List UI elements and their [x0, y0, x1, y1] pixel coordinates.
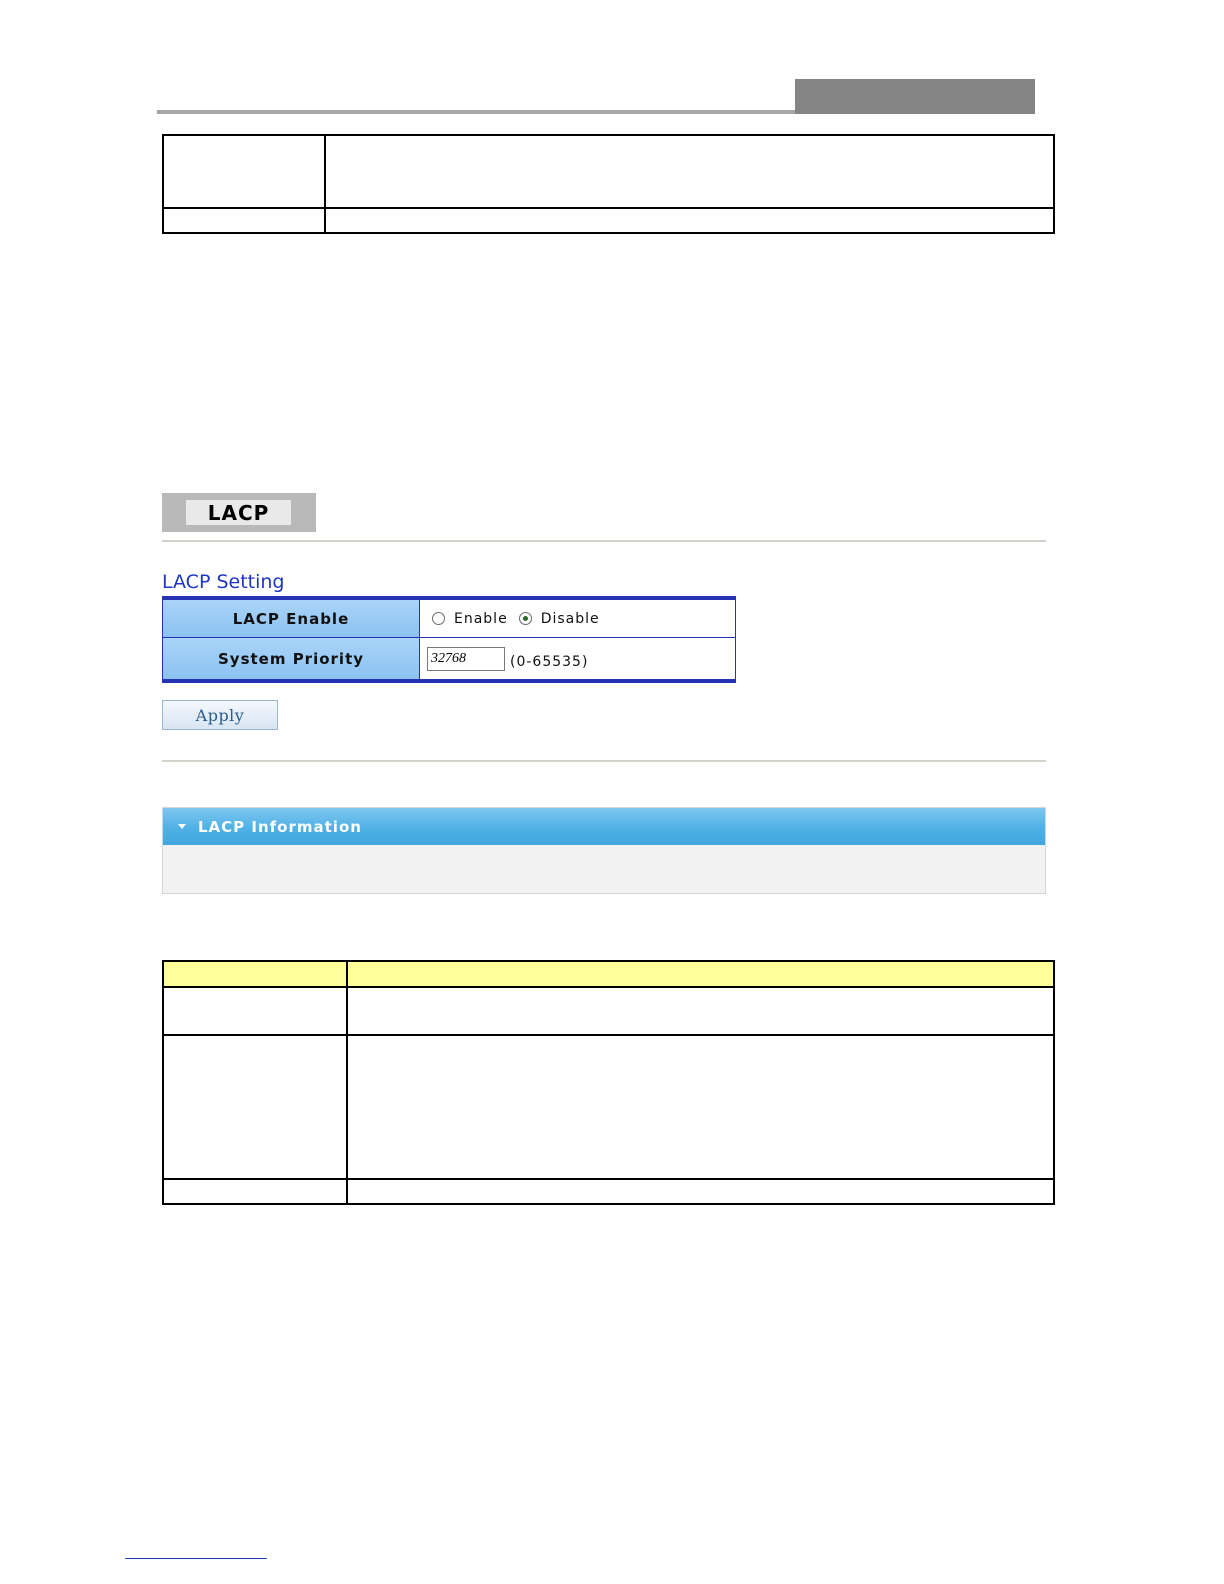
system-priority-row: [163, 638, 735, 679]
table-cell: [163, 987, 347, 1035]
system-priority-input[interactable]: [427, 647, 505, 671]
lacp-tab[interactable]: [162, 493, 316, 532]
table-cell: [163, 135, 325, 208]
separator-top: [162, 540, 1046, 542]
lacp-tab-label: LACP: [186, 500, 291, 525]
table-row: [163, 208, 1054, 233]
table-cell: [347, 1179, 1054, 1204]
enable-radio[interactable]: [432, 612, 445, 625]
header-block: [795, 79, 1035, 114]
lacp-enable-row: [163, 600, 735, 638]
table-cell: [325, 135, 1054, 208]
footer-link[interactable]: [125, 1558, 267, 1559]
lacp-information-panel: [162, 807, 1046, 894]
caret-down-icon: [178, 824, 186, 829]
table-header-cell: [347, 961, 1054, 987]
bottom-description-table: [162, 960, 1055, 1205]
table-cell: [163, 208, 325, 233]
table-cell: [163, 1179, 347, 1204]
system-priority-label: System Priority: [163, 638, 420, 679]
enable-radio-label[interactable]: Enable: [454, 610, 508, 627]
lacp-information-header[interactable]: [163, 808, 1045, 845]
table-row: [163, 135, 1054, 208]
lacp-enable-label: LACP Enable: [163, 600, 420, 637]
top-description-table: [162, 134, 1055, 234]
table-cell: [163, 1035, 347, 1179]
disable-radio[interactable]: [519, 612, 532, 625]
table-row: [163, 987, 1054, 1035]
lacp-setting-title: LACP Setting: [162, 571, 285, 593]
table-header-cell: [163, 961, 347, 987]
system-priority-range: (0-65535): [510, 653, 589, 670]
lacp-enable-value: [421, 600, 735, 637]
lacp-information-title: LACP Information: [198, 817, 362, 836]
lacp-setting-table: [162, 596, 736, 683]
table-cell: [347, 987, 1054, 1035]
table-row: [163, 1035, 1054, 1179]
apply-button[interactable]: Apply: [162, 700, 278, 730]
table-cell: [325, 208, 1054, 233]
system-priority-value: [421, 638, 735, 679]
separator-middle: [162, 760, 1046, 762]
table-cell: [347, 1035, 1054, 1179]
table-row: [163, 1179, 1054, 1204]
table-header-row: [163, 961, 1054, 987]
header-rule: [157, 110, 797, 114]
disable-radio-label[interactable]: Disable: [540, 610, 600, 627]
